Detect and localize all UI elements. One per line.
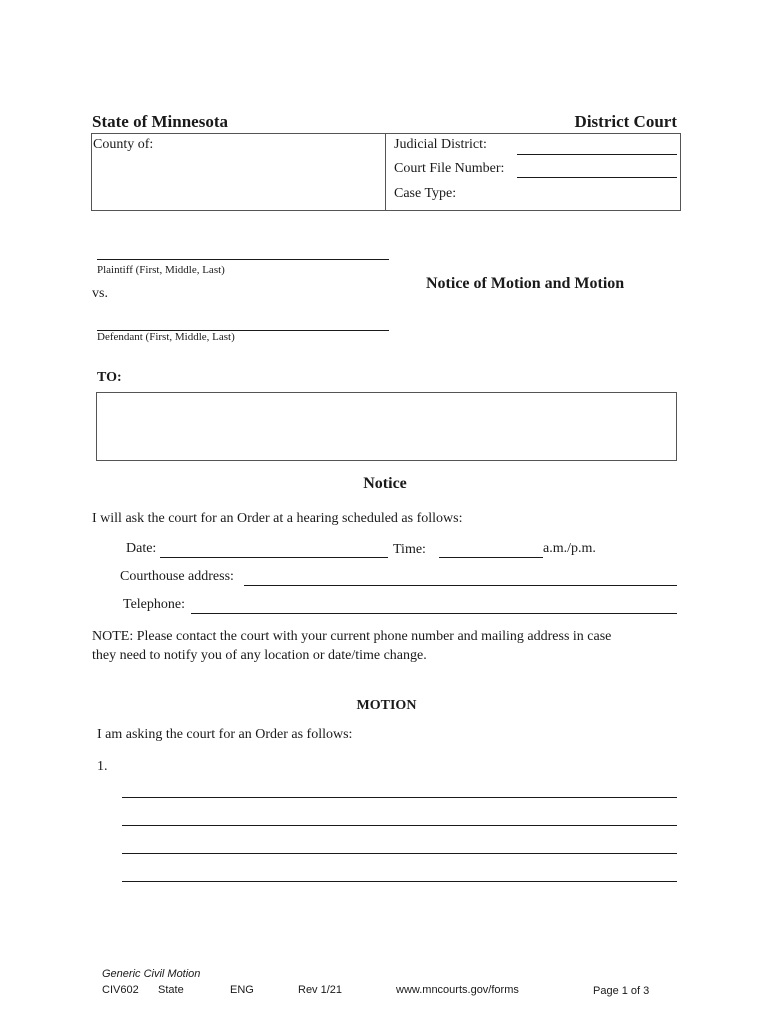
courthouse-address-field[interactable] xyxy=(244,585,677,586)
motion-line-2[interactable] xyxy=(122,825,677,826)
plaintiff-label: Plaintiff (First, Middle, Last) xyxy=(97,264,225,276)
footer-form-name: Generic Civil Motion xyxy=(102,968,201,980)
motion-line-4[interactable] xyxy=(122,881,677,882)
motion-heading: MOTION xyxy=(356,698,417,713)
to-recipient-box[interactable] xyxy=(96,392,677,461)
judicial-district-label: Judicial District: xyxy=(394,137,487,152)
county-label: County of: xyxy=(93,137,154,152)
plaintiff-field[interactable] xyxy=(97,259,389,260)
footer-language: ENG xyxy=(230,984,254,996)
date-label: Date: xyxy=(126,541,157,556)
to-label: TO: xyxy=(97,370,122,385)
footer-url: www.mncourts.gov/forms xyxy=(396,984,519,996)
date-field[interactable] xyxy=(160,557,388,558)
judicial-district-field[interactable] xyxy=(517,154,677,155)
telephone-label: Telephone: xyxy=(123,597,185,612)
defendant-label: Defendant (First, Middle, Last) xyxy=(97,331,235,343)
case-type-label: Case Type: xyxy=(394,186,457,201)
courthouse-address-label: Courthouse address: xyxy=(120,569,234,584)
note-line-1: NOTE: Please contact the court with your current phone number and mailing address in case xyxy=(92,629,612,644)
notice-heading: Notice xyxy=(363,475,407,492)
motion-intro: I am asking the court for an Order as follows: xyxy=(97,727,353,742)
footer-page-number: Page 1 of 3 xyxy=(593,985,650,997)
footer-form-code: CIV602 xyxy=(102,984,139,996)
notice-intro: I will ask the court for an Order at a hearing scheduled as follows: xyxy=(92,511,463,526)
motion-line-3[interactable] xyxy=(122,853,677,854)
footer-revision: Rev 1/21 xyxy=(298,984,343,996)
court-file-number-label: Court File Number: xyxy=(394,161,505,176)
note-line-2: they need to notify you of any location or date/time change. xyxy=(92,648,427,663)
document-title: Notice of Motion and Motion xyxy=(426,275,625,292)
motion-item-number: 1. xyxy=(97,759,108,774)
court-title: District Court xyxy=(574,112,677,131)
caption-divider xyxy=(385,133,386,211)
footer-jurisdiction: State xyxy=(158,984,184,996)
time-field[interactable] xyxy=(439,557,543,558)
caption-box xyxy=(91,133,681,211)
vs-label: vs. xyxy=(92,286,108,301)
telephone-field[interactable] xyxy=(191,613,677,614)
motion-line-1[interactable] xyxy=(122,797,677,798)
state-title: State of Minnesota xyxy=(92,112,228,131)
court-file-number-field[interactable] xyxy=(517,177,677,178)
time-label: Time: xyxy=(393,542,426,557)
ampm-label: a.m./p.m. xyxy=(543,541,596,556)
